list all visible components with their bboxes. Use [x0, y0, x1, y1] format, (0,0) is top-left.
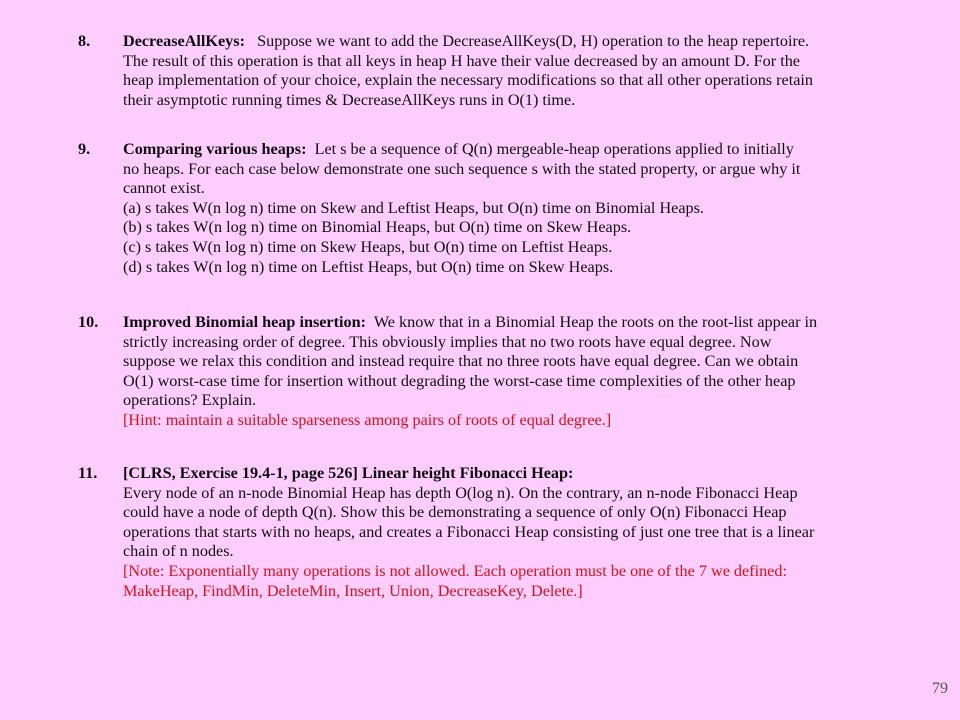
- problem-number: 8.: [78, 32, 91, 50]
- hint-text: [Hint: maintain a suitable sparseness among pairs of roots of equal degree.]: [123, 410, 612, 429]
- problem-text: heap implementation of your choice, explain the necessary modifications so that all other operations retain: [123, 71, 813, 90]
- problem-text: chain of n nodes.: [123, 542, 234, 561]
- problem-text: could have a node of depth Q(n). Show this be demonstrating a sequence of only O(n) Fibonacci Heap: [123, 503, 787, 522]
- sub-item-c: (c) s takes W(n log n) time on Skew Heaps, but O(n) time on Leftist Heaps.: [123, 237, 613, 256]
- problem-9: [78, 140, 934, 277]
- problem-number: 9.: [78, 140, 91, 158]
- problem-title: [CLRS, Exercise 19.4-1, page 526] Linear height Fibonacci Heap:: [123, 464, 574, 482]
- problem-text: operations? Explain.: [123, 391, 257, 410]
- problem-11: [78, 464, 934, 601]
- sub-item-d: (d) s takes W(n log n) time on Leftist Heaps, but O(n) time on Skew Heaps.: [123, 257, 614, 276]
- problem-text: We know that in a Binomial Heap the roots on the root-list appear in: [373, 313, 818, 331]
- problem-text: O(1) worst-case time for insertion without degrading the worst-case time complexities of the other heap: [123, 371, 796, 390]
- problem-8: [78, 32, 934, 110]
- note-text: MakeHeap, FindMin, DeleteMin, Insert, Union, DecreaseKey, Delete.]: [123, 581, 583, 600]
- problem-number: 10.: [78, 313, 99, 331]
- problem-text: no heaps. For each case below demonstrate one such sequence s with the stated property, or argue why it: [123, 159, 801, 178]
- problem-text: Suppose we want to add the DecreaseAllKeys(D, H) operation to the heap repertoire.: [257, 32, 810, 50]
- problem-title: DecreaseAllKeys:: [123, 32, 245, 50]
- problem-title: Comparing various heaps:: [123, 140, 307, 158]
- problem-10: [78, 313, 934, 431]
- problem-text: suppose we relax this condition and instead require that no three roots have equal degree. Can we obtain: [123, 352, 799, 371]
- problem-text: strictly increasing order of degree. This obviously implies that no two roots have equal degree. Now: [123, 332, 772, 351]
- problem-text: their asymptotic running times & DecreaseAllKeys runs in O(1) time.: [123, 90, 576, 109]
- sub-item-b: (b) s takes W(n log n) time on Binomial Heaps, but O(n) time on Skew Heaps.: [123, 218, 632, 237]
- problem-text: operations that starts with no heaps, and creates a Fibonacci Heap consisting of just one tree that is a linear: [123, 522, 815, 541]
- problem-text: Let s be a sequence of Q(n) mergeable-heap operations applied to initially: [314, 140, 794, 158]
- note-text: [Note: Exponentially many operations is not allowed. Each operation must be one of the 7 we defined:: [123, 561, 787, 580]
- sub-item-a: (a) s takes W(n log n) time on Skew and Leftist Heaps, but O(n) time on Binomial Heaps.: [123, 198, 704, 217]
- page-number: 79: [932, 680, 948, 697]
- problem-text: cannot exist.: [123, 179, 205, 198]
- problem-title: Improved Binomial heap insertion:: [123, 313, 366, 331]
- problem-number: 11.: [78, 464, 98, 482]
- problem-text: Every node of an n-node Binomial Heap has depth O(log n). On the contrary, an n-node Fibonacci Heap: [123, 483, 798, 502]
- problem-text: The result of this operation is that all keys in heap H have their value decreased by an amount D. For the: [123, 51, 800, 70]
